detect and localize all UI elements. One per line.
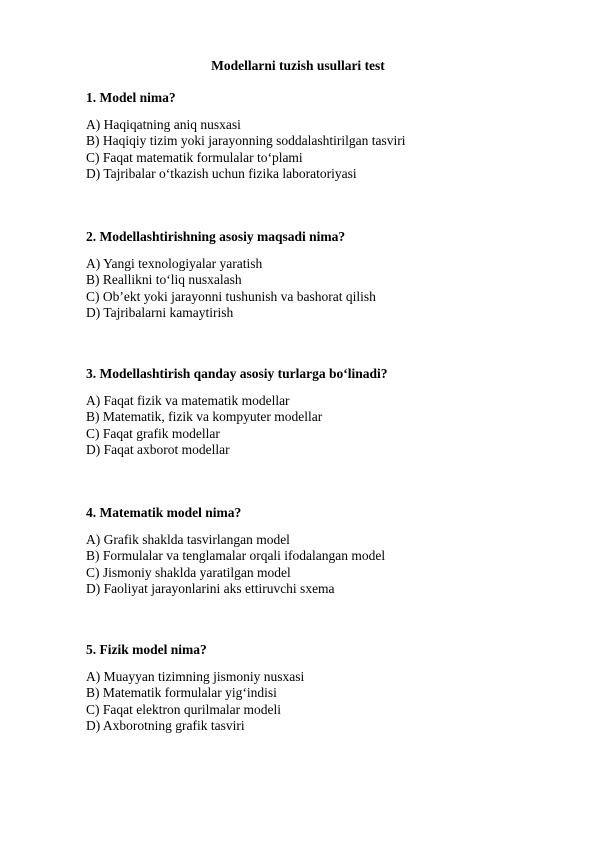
question-1 [86,90,546,182]
option-d: D) Axborotning grafik tasviri [86,717,245,733]
question-title: 2. Modellashtirishning asosiy maqsadi nima? [86,229,346,244]
option-d: D) Tajribalar o‘tkazish uchun fizika laboratoriyasi [86,165,357,181]
options-list [86,393,546,458]
question-title: 4. Matematik model nima? [86,505,242,520]
options-list [86,669,546,734]
option-b: B) Formulalar va tenglamalar orqali ifodalangan model [86,548,386,564]
option-a: A) Yangi texnologiyalar yaratish [86,256,263,271]
option-c: C) Jismoniy shaklda yaratilgan model [86,564,291,580]
options-list [86,117,546,182]
option-b: B) Reallikni to‘liq nusxalash [86,272,242,288]
question-title: 5. Fizik model nima? [86,642,207,657]
option-b: B) Matematik formulalar yig‘indisi [86,685,277,701]
question-3 [86,366,546,458]
option-d: D) Tajribalarni kamaytirish [86,304,234,320]
question-title: 3. Modellashtirish qanday asosiy turlarga bo‘linadi? [86,366,388,381]
option-d: D) Faoliyat jarayonlarini aks ettiruvchi sxema [86,580,335,596]
option-a: A) Muayyan tizimning jismoniy nusxasi [86,669,305,684]
question-title: 1. Model nima? [86,90,176,105]
page-title: Modellarni tuzish usullari test [211,58,385,73]
options-list [86,256,546,321]
question-5 [86,642,546,734]
options-list [86,532,546,597]
option-c: C) Faqat grafik modellar [86,425,220,441]
option-a: A) Haqiqatning aniq nusxasi [86,117,241,132]
question-4 [86,505,546,597]
option-b: B) Matematik, fizik va kompyuter modellar [86,409,323,425]
option-a: A) Faqat fizik va matematik modellar [86,393,290,408]
option-a: A) Grafik shaklda tasvirlangan model [86,532,290,547]
option-c: C) Ob’ekt yoki jarayonni tushunish va bashorat qilish [86,288,376,304]
option-c: C) Faqat matematik formulalar to‘plami [86,149,303,165]
question-2 [86,229,546,321]
option-c: C) Faqat elektron qurilmalar modeli [86,701,281,717]
option-b: B) Haqiqiy tizim yoki jarayonning soddalashtirilgan tasviri [86,133,406,149]
option-d: D) Faqat axborot modellar [86,441,230,457]
